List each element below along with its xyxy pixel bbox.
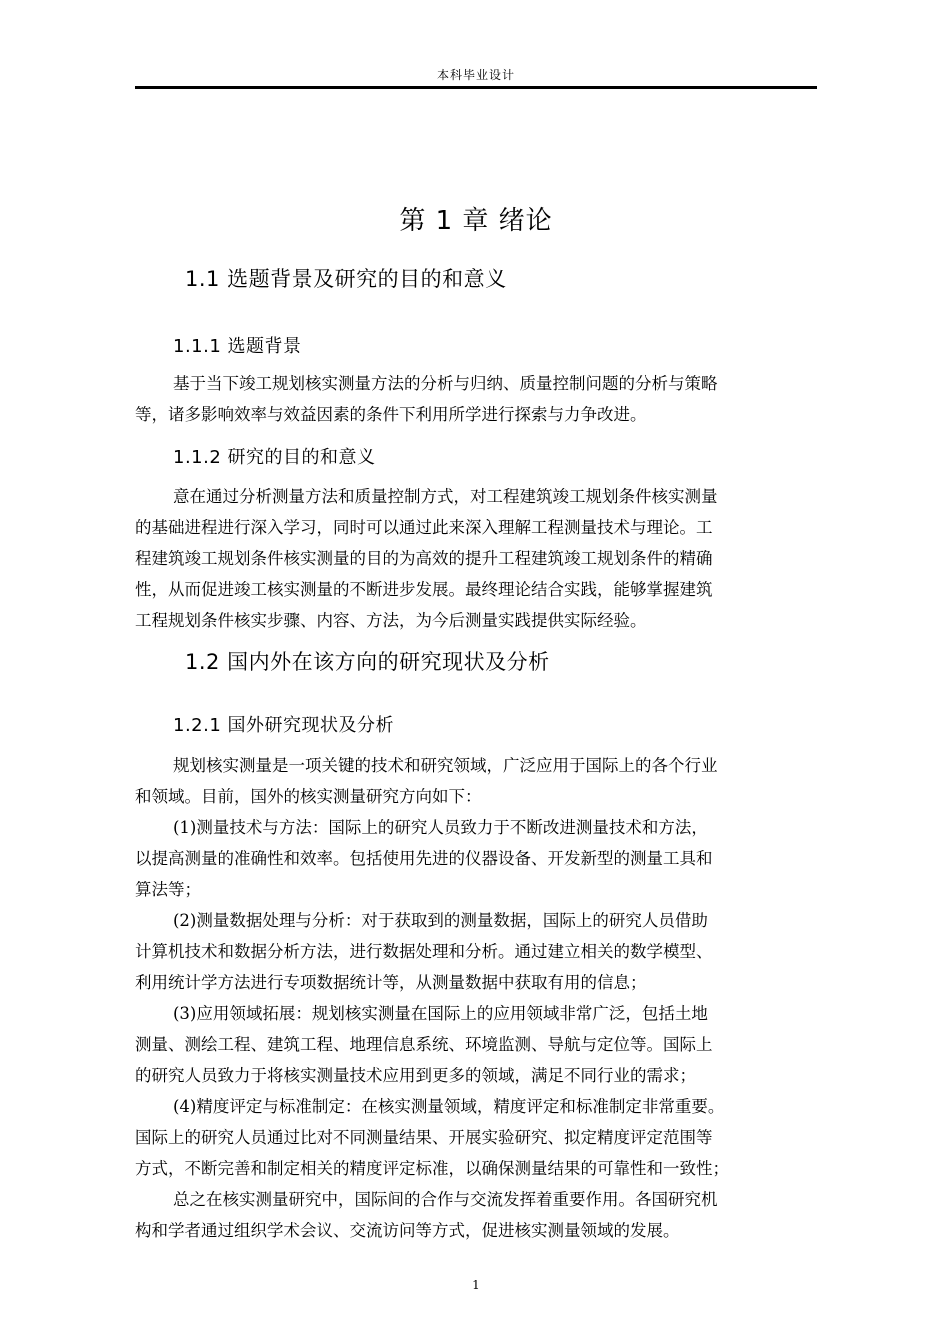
list-item-line: (3)应用领域拓展：规划核实测量在国际上的应用领域非常广泛，包括土地 [173,1004,708,1023]
paragraph-line: 等，诸多影响效率与效益因素的条件下利用所学进行探索与力争改进。 [135,405,647,424]
list-item-line: 以提高测量的准确性和效率。包括使用先进的仪器设备、开发新型的测量工具和 [135,849,713,868]
list-item-line: 计算机技术和数据分析方法，进行数据处理和分析。通过建立相关的数学模型、 [135,942,713,961]
list-item-line: 方式，不断完善和制定相关的精度评定标准，以确保测量结果的可靠性和一致性； [135,1159,729,1178]
chapter-title: 第 1 章 绪论 [399,206,553,236]
list-item-line: 测量、测绘工程、建筑工程、地理信息系统、环境监测、导航与定位等。国际上 [135,1035,713,1054]
paragraph-line: 规划核实测量是一项关键的技术和研究领域，广泛应用于国际上的各个行业 [173,756,718,775]
paragraph-line: 总之在核实测量研究中，国际间的合作与交流发挥着重要作用。各国研究机 [173,1190,718,1209]
paragraph-line: 和领域。目前，国外的核实测量研究方向如下： [135,787,482,806]
list-item-line: 利用统计学方法进行专项数据统计等，从测量数据中获取有用的信息； [135,973,647,992]
paragraph-line: 基于当下竣工规划核实测量方法的分析与归纳、质量控制问题的分析与策略 [173,374,718,393]
paragraph-line: 的基础进程进行深入学习，同时可以通过此来深入理解工程测量技术与理论。工 [135,518,713,537]
list-item-line: (4)精度评定与标准制定：在核实测量领域，精度评定和标准制定非常重要。 [173,1097,725,1116]
section-1-1-heading: 1.1 选题背景及研究的目的和意义 [185,267,507,291]
header-rule [135,86,817,89]
paragraph-line: 构和学者通过组织学术会议、交流访问等方式，促进核实测量领域的发展。 [135,1221,680,1240]
page-number: 1 [472,1278,480,1292]
paragraph-line: 工程规划条件核实步骤、内容、方法，为今后测量实践提供实际经验。 [135,611,647,630]
section-1-1-2-body [135,481,817,636]
section-1-2-1-body [135,750,817,1246]
list-item-line: 国际上的研究人员通过比对不同测量结果、开展实验研究、拟定精度评定范围等 [135,1128,713,1147]
section-1-1-2-heading: 1.1.2 研究的目的和意义 [173,447,376,468]
list-item-line: 的研究人员致力于将核实测量技术应用到更多的领域，满足不同行业的需求； [135,1066,696,1085]
section-1-2-heading: 1.2 国内外在该方向的研究现状及分析 [185,650,550,674]
list-item-line: 算法等； [135,880,201,899]
list-item-line: (1)测量技术与方法：国际上的研究人员致力于不断改进测量技术和方法， [173,818,708,837]
section-1-1-1-heading: 1.1.1 选题背景 [173,336,302,357]
list-item-line: (2)测量数据处理与分析：对于获取到的测量数据，国际上的研究人员借助 [173,911,708,930]
paragraph-line: 程建筑竣工规划条件核实测量的目的为高效的提升工程建筑竣工规划条件的精确 [135,549,713,568]
paragraph-line: 意在通过分析测量方法和质量控制方式，对工程建筑竣工规划条件核实测量 [173,487,718,506]
section-1-2-1-heading: 1.2.1 国外研究现状及分析 [173,715,395,736]
page-header: 本科毕业设计 [436,68,515,82]
section-1-1-1-body [135,368,817,430]
paragraph-line: 性，从而促进竣工核实测量的不断进步发展。最终理论结合实践，能够掌握建筑 [135,580,713,599]
